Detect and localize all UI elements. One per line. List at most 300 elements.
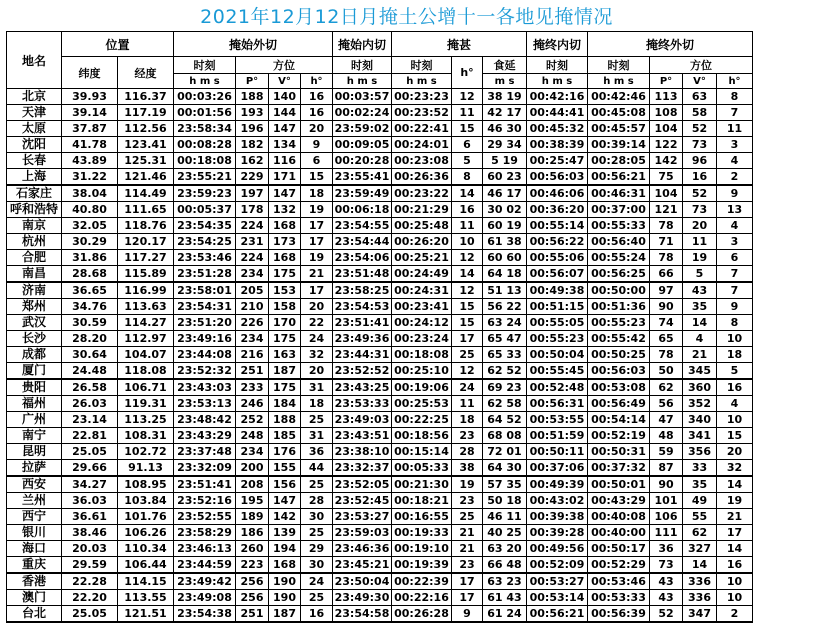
data-cell: 00:37:32 bbox=[588, 460, 650, 477]
data-cell: 00:23:22 bbox=[392, 185, 452, 202]
data-cell: 233 bbox=[236, 379, 269, 396]
data-cell: 00:50:11 bbox=[527, 444, 588, 460]
data-cell: 108.95 bbox=[118, 476, 174, 493]
data-cell: 195 bbox=[236, 493, 269, 509]
data-cell: 00:25:53 bbox=[392, 396, 452, 412]
header-v: V° bbox=[269, 74, 301, 89]
data-cell: 18 bbox=[452, 412, 483, 428]
data-cell: 189 bbox=[236, 509, 269, 525]
data-cell: 90 bbox=[650, 476, 683, 493]
data-cell: 17 bbox=[301, 218, 333, 234]
data-cell: 10 bbox=[717, 573, 753, 590]
data-cell: 00:39:14 bbox=[588, 137, 650, 153]
city-name-cell: 重庆 bbox=[7, 557, 62, 574]
data-cell: 90 bbox=[650, 299, 683, 315]
data-cell: 178 bbox=[236, 202, 269, 218]
data-cell: 00:18:56 bbox=[392, 428, 452, 444]
data-cell: 173 bbox=[269, 234, 301, 250]
data-cell: 38.46 bbox=[62, 525, 118, 541]
data-cell: 32 bbox=[717, 460, 753, 477]
data-cell: 00:50:00 bbox=[588, 282, 650, 299]
data-cell: 23.14 bbox=[62, 412, 118, 428]
data-cell: 117.19 bbox=[118, 105, 174, 121]
data-cell: 116.37 bbox=[118, 89, 174, 105]
data-cell: 21 bbox=[717, 509, 753, 525]
header-v: V° bbox=[683, 74, 717, 89]
header-time: 时刻 bbox=[588, 57, 650, 74]
data-cell: 23:55:41 bbox=[333, 169, 392, 186]
data-cell: 142 bbox=[269, 509, 301, 525]
data-cell: 106 bbox=[650, 509, 683, 525]
city-name-cell: 石家庄 bbox=[7, 185, 62, 202]
data-cell: 00:52:48 bbox=[527, 379, 588, 396]
data-cell: 00:55:33 bbox=[588, 218, 650, 234]
header-occ-inner: 掩始内切 bbox=[333, 32, 392, 57]
data-cell: 00:08:28 bbox=[174, 137, 236, 153]
data-cell: 6 bbox=[452, 137, 483, 153]
data-cell: 14 bbox=[717, 476, 753, 493]
data-cell: 00:53:08 bbox=[588, 379, 650, 396]
data-cell: 00:42:16 bbox=[527, 89, 588, 105]
data-cell: 19 bbox=[301, 202, 333, 218]
data-cell: 24 bbox=[452, 379, 483, 396]
data-cell: 36.03 bbox=[62, 493, 118, 509]
data-cell: 30 bbox=[301, 509, 333, 525]
data-cell: 23:43:25 bbox=[333, 379, 392, 396]
data-cell: 234 bbox=[236, 266, 269, 283]
data-cell: 43 bbox=[683, 282, 717, 299]
data-cell: 00:09:05 bbox=[333, 137, 392, 153]
data-cell: 190 bbox=[269, 590, 301, 606]
data-cell: 29 bbox=[301, 541, 333, 557]
header-hms: h m s bbox=[588, 74, 650, 89]
data-cell: 23:54:44 bbox=[333, 234, 392, 250]
data-cell: 104 bbox=[650, 121, 683, 137]
data-cell: 30 bbox=[301, 557, 333, 574]
city-name-cell: 济南 bbox=[7, 282, 62, 299]
city-name-cell: 太原 bbox=[7, 121, 62, 137]
header-time: 时刻 bbox=[392, 57, 452, 74]
data-cell: 352 bbox=[683, 396, 717, 412]
data-cell: 193 bbox=[236, 105, 269, 121]
data-cell: 114.49 bbox=[118, 185, 174, 202]
table-row bbox=[7, 250, 753, 266]
data-cell: 30 02 bbox=[483, 202, 527, 218]
data-cell: 00:55:23 bbox=[588, 315, 650, 331]
data-cell: 23:54:38 bbox=[174, 606, 236, 623]
data-cell: 11 bbox=[717, 121, 753, 137]
data-cell: 00:52:19 bbox=[588, 428, 650, 444]
data-cell: 9 bbox=[301, 137, 333, 153]
data-cell: 19 bbox=[452, 476, 483, 493]
data-cell: 6 bbox=[717, 250, 753, 266]
data-cell: 30.29 bbox=[62, 234, 118, 250]
data-cell: 23:54:35 bbox=[174, 218, 236, 234]
data-cell: 25 bbox=[452, 347, 483, 363]
table-row bbox=[7, 525, 753, 541]
data-cell: 00:56:07 bbox=[527, 266, 588, 283]
city-name-cell: 上海 bbox=[7, 169, 62, 186]
data-cell: 23:49:08 bbox=[174, 590, 236, 606]
data-cell: 23 bbox=[452, 493, 483, 509]
data-cell: 78 bbox=[650, 250, 683, 266]
data-cell: 00:16:55 bbox=[392, 509, 452, 525]
data-cell: 4 bbox=[683, 331, 717, 347]
data-cell: 23:32:37 bbox=[333, 460, 392, 477]
data-cell: 25 bbox=[301, 412, 333, 428]
data-cell: 37.87 bbox=[62, 121, 118, 137]
data-cell: 153 bbox=[269, 282, 301, 299]
data-cell: 347 bbox=[683, 606, 717, 623]
data-cell: 32 bbox=[301, 347, 333, 363]
data-cell: 21 bbox=[452, 541, 483, 557]
data-cell: 00:56:03 bbox=[527, 169, 588, 186]
data-cell: 00:45:57 bbox=[588, 121, 650, 137]
data-cell: 116 bbox=[269, 153, 301, 169]
data-cell: 00:21:29 bbox=[392, 202, 452, 218]
data-cell: 12 bbox=[452, 282, 483, 299]
data-cell: 188 bbox=[269, 412, 301, 428]
data-cell: 16 bbox=[301, 105, 333, 121]
data-cell: 158 bbox=[269, 299, 301, 315]
data-cell: 234 bbox=[236, 444, 269, 460]
data-cell: 00:25:48 bbox=[392, 218, 452, 234]
city-name-cell: 郑州 bbox=[7, 299, 62, 315]
data-cell: 00:23:24 bbox=[392, 331, 452, 347]
header-p: P° bbox=[236, 74, 269, 89]
city-name-cell: 南宁 bbox=[7, 428, 62, 444]
data-cell: 74 bbox=[650, 315, 683, 331]
data-cell: 25.05 bbox=[62, 444, 118, 460]
city-name-cell: 沈阳 bbox=[7, 137, 62, 153]
data-cell: 118.08 bbox=[118, 363, 174, 380]
data-cell: 68 08 bbox=[483, 428, 527, 444]
data-cell: 15 bbox=[452, 121, 483, 137]
data-cell: 14 bbox=[683, 315, 717, 331]
data-cell: 121 bbox=[650, 202, 683, 218]
data-cell: 00:36:20 bbox=[527, 202, 588, 218]
table-row bbox=[7, 89, 753, 105]
data-cell: 00:51:36 bbox=[588, 299, 650, 315]
data-cell: 23:52:16 bbox=[174, 493, 236, 509]
data-cell: 00:26:28 bbox=[392, 606, 452, 623]
data-cell: 187 bbox=[269, 606, 301, 623]
table-row bbox=[7, 509, 753, 525]
data-cell: 196 bbox=[236, 121, 269, 137]
data-cell: 104 bbox=[650, 185, 683, 202]
data-cell: 23:44:08 bbox=[174, 347, 236, 363]
table-row bbox=[7, 185, 753, 202]
data-cell: 23:54:55 bbox=[333, 218, 392, 234]
data-cell: 216 bbox=[236, 347, 269, 363]
data-cell: 11 bbox=[683, 234, 717, 250]
data-cell: 171 bbox=[269, 169, 301, 186]
city-name-cell: 成都 bbox=[7, 347, 62, 363]
data-cell: 22.81 bbox=[62, 428, 118, 444]
data-cell: 00:06:18 bbox=[333, 202, 392, 218]
table-row bbox=[7, 573, 753, 590]
data-cell: 8 bbox=[717, 89, 753, 105]
data-cell: 142 bbox=[650, 153, 683, 169]
data-cell: 23:49:30 bbox=[333, 590, 392, 606]
table-row bbox=[7, 444, 753, 460]
data-cell: 52 bbox=[683, 121, 717, 137]
data-cell: 23:59:03 bbox=[333, 525, 392, 541]
header-h: h° bbox=[452, 57, 483, 89]
city-name-cell: 长春 bbox=[7, 153, 62, 169]
data-cell: 33 bbox=[683, 460, 717, 477]
data-cell: 52 bbox=[650, 606, 683, 623]
table-row bbox=[7, 266, 753, 283]
data-cell: 73 bbox=[683, 202, 717, 218]
data-cell: 256 bbox=[236, 590, 269, 606]
data-cell: 15 bbox=[717, 428, 753, 444]
data-cell: 42 17 bbox=[483, 105, 527, 121]
table-row bbox=[7, 428, 753, 444]
data-cell: 23:54:58 bbox=[333, 606, 392, 623]
data-cell: 00:28:05 bbox=[588, 153, 650, 169]
data-cell: 47 bbox=[650, 412, 683, 428]
data-cell: 00:18:21 bbox=[392, 493, 452, 509]
data-cell: 91.13 bbox=[118, 460, 174, 477]
data-cell: 00:20:28 bbox=[333, 153, 392, 169]
data-cell: 248 bbox=[236, 428, 269, 444]
data-cell: 00:05:37 bbox=[174, 202, 236, 218]
data-cell: 139 bbox=[269, 525, 301, 541]
data-cell: 00:24:31 bbox=[392, 282, 452, 299]
data-cell: 00:56:22 bbox=[527, 234, 588, 250]
header-occ-outer: 掩始外切 bbox=[174, 32, 333, 57]
data-cell: 9 bbox=[452, 606, 483, 623]
table-row bbox=[7, 105, 753, 121]
data-cell: 23:52:45 bbox=[333, 493, 392, 509]
data-cell: 16 bbox=[683, 169, 717, 186]
data-cell: 62 bbox=[683, 525, 717, 541]
city-name-cell: 福州 bbox=[7, 396, 62, 412]
city-name-cell: 南京 bbox=[7, 218, 62, 234]
data-cell: 64 30 bbox=[483, 460, 527, 477]
data-cell: 200 bbox=[236, 460, 269, 477]
data-cell: 125.31 bbox=[118, 153, 174, 169]
data-cell: 65 bbox=[650, 331, 683, 347]
data-cell: 00:25:47 bbox=[527, 153, 588, 169]
data-cell: 168 bbox=[269, 557, 301, 574]
data-cell: 23:54:53 bbox=[333, 299, 392, 315]
data-cell: 23:58:01 bbox=[174, 282, 236, 299]
data-cell: 188 bbox=[236, 89, 269, 105]
data-cell: 61 38 bbox=[483, 234, 527, 250]
data-cell: 38 bbox=[452, 460, 483, 477]
data-cell: 23:59:49 bbox=[333, 185, 392, 202]
city-name-cell: 海口 bbox=[7, 541, 62, 557]
table-row bbox=[7, 379, 753, 396]
data-cell: 23:32:09 bbox=[174, 460, 236, 477]
data-cell: 26.58 bbox=[62, 379, 118, 396]
data-cell: 10 bbox=[717, 590, 753, 606]
data-cell: 00:19:10 bbox=[392, 541, 452, 557]
data-cell: 00:19:39 bbox=[392, 557, 452, 574]
data-cell: 00:02:24 bbox=[333, 105, 392, 121]
data-cell: 6 bbox=[301, 153, 333, 169]
data-cell: 44 bbox=[301, 460, 333, 477]
data-cell: 10 bbox=[452, 234, 483, 250]
data-cell: 21 bbox=[301, 266, 333, 283]
data-cell: 56 bbox=[650, 396, 683, 412]
city-name-cell: 天津 bbox=[7, 105, 62, 121]
data-cell: 19 bbox=[683, 250, 717, 266]
data-cell: 7 bbox=[717, 105, 753, 121]
data-cell: 110.34 bbox=[118, 541, 174, 557]
data-cell: 123.41 bbox=[118, 137, 174, 153]
data-cell: 112.56 bbox=[118, 121, 174, 137]
data-cell: 43 bbox=[650, 590, 683, 606]
data-cell: 252 bbox=[236, 412, 269, 428]
data-cell: 106.71 bbox=[118, 379, 174, 396]
data-cell: 00:53:55 bbox=[527, 412, 588, 428]
data-cell: 185 bbox=[269, 428, 301, 444]
data-cell: 5 bbox=[683, 266, 717, 283]
data-cell: 2 bbox=[717, 606, 753, 623]
data-cell: 17 bbox=[301, 282, 333, 299]
data-cell: 224 bbox=[236, 250, 269, 266]
data-cell: 00:22:25 bbox=[392, 412, 452, 428]
page-title: 2021年12月12日月掩土公增十一各地见掩情况 bbox=[200, 6, 613, 28]
data-cell: 23:59:02 bbox=[333, 121, 392, 137]
data-cell: 62 52 bbox=[483, 363, 527, 380]
data-cell: 15 bbox=[301, 169, 333, 186]
data-cell: 00:37:00 bbox=[588, 202, 650, 218]
data-cell: 22.20 bbox=[62, 590, 118, 606]
data-cell: 147 bbox=[269, 493, 301, 509]
data-cell: 38.04 bbox=[62, 185, 118, 202]
data-cell: 00:55:05 bbox=[527, 315, 588, 331]
data-cell: 29.66 bbox=[62, 460, 118, 477]
data-cell: 20 bbox=[301, 363, 333, 380]
data-cell: 8 bbox=[717, 315, 753, 331]
table-row bbox=[7, 476, 753, 493]
data-cell: 00:51:59 bbox=[527, 428, 588, 444]
data-cell: 31.86 bbox=[62, 250, 118, 266]
data-cell: 17 bbox=[452, 590, 483, 606]
data-cell: 00:39:38 bbox=[527, 509, 588, 525]
city-name-cell: 拉萨 bbox=[7, 460, 62, 477]
data-cell: 00:22:41 bbox=[392, 121, 452, 137]
header-azimuth: 方位 bbox=[236, 57, 333, 74]
data-cell: 51 13 bbox=[483, 282, 527, 299]
data-cell: 23:44:31 bbox=[333, 347, 392, 363]
data-cell: 175 bbox=[269, 266, 301, 283]
data-cell: 43.89 bbox=[62, 153, 118, 169]
data-cell: 25 bbox=[301, 525, 333, 541]
data-cell: 30.64 bbox=[62, 347, 118, 363]
data-cell: 20 bbox=[683, 218, 717, 234]
data-cell: 34.27 bbox=[62, 476, 118, 493]
data-cell: 19 bbox=[717, 493, 753, 509]
table-row bbox=[7, 234, 753, 250]
data-cell: 00:18:08 bbox=[392, 347, 452, 363]
table-row bbox=[7, 202, 753, 218]
header-delay: 食延 bbox=[483, 57, 527, 74]
data-cell: 00:22:16 bbox=[392, 590, 452, 606]
data-cell: 35 bbox=[683, 299, 717, 315]
data-cell: 5 19 bbox=[483, 153, 527, 169]
data-cell: 28 bbox=[452, 444, 483, 460]
table-row bbox=[7, 121, 753, 137]
data-cell: 23:52:32 bbox=[174, 363, 236, 380]
data-cell: 00:53:14 bbox=[527, 590, 588, 606]
data-cell: 28.20 bbox=[62, 331, 118, 347]
data-cell: 121.46 bbox=[118, 169, 174, 186]
data-cell: 00:45:08 bbox=[588, 105, 650, 121]
data-cell: 23:38:10 bbox=[333, 444, 392, 460]
data-cell: 102.72 bbox=[118, 444, 174, 460]
data-cell: 50 bbox=[650, 363, 683, 380]
data-cell: 00:54:14 bbox=[588, 412, 650, 428]
header-time: 时刻 bbox=[333, 57, 392, 74]
data-cell: 24.48 bbox=[62, 363, 118, 380]
data-cell: 23:51:20 bbox=[174, 315, 236, 331]
data-cell: 00:51:15 bbox=[527, 299, 588, 315]
data-cell: 40.80 bbox=[62, 202, 118, 218]
data-cell: 360 bbox=[683, 379, 717, 396]
data-cell: 56 22 bbox=[483, 299, 527, 315]
header-time: 时刻 bbox=[174, 57, 236, 74]
data-cell: 23:58:25 bbox=[333, 282, 392, 299]
header-lat: 纬度 bbox=[62, 57, 118, 89]
table-row bbox=[7, 282, 753, 299]
data-cell: 182 bbox=[236, 137, 269, 153]
city-name-cell: 厦门 bbox=[7, 363, 62, 380]
data-cell: 356 bbox=[683, 444, 717, 460]
data-cell: 23:53:46 bbox=[174, 250, 236, 266]
data-cell: 113 bbox=[650, 89, 683, 105]
data-cell: 16 bbox=[717, 379, 753, 396]
data-cell: 115.89 bbox=[118, 266, 174, 283]
city-name-cell: 西安 bbox=[7, 476, 62, 493]
data-cell: 24 bbox=[301, 573, 333, 590]
data-cell: 114.27 bbox=[118, 315, 174, 331]
occultation-table bbox=[6, 31, 753, 623]
data-cell: 23:44:59 bbox=[174, 557, 236, 574]
data-cell: 163 bbox=[269, 347, 301, 363]
city-name-cell: 昆明 bbox=[7, 444, 62, 460]
data-cell: 176 bbox=[269, 444, 301, 460]
data-cell: 20 bbox=[717, 444, 753, 460]
header-end-inner: 掩终内切 bbox=[527, 32, 588, 57]
data-cell: 69 23 bbox=[483, 379, 527, 396]
data-cell: 00:24:01 bbox=[392, 137, 452, 153]
data-cell: 00:56:21 bbox=[527, 606, 588, 623]
data-cell: 29 34 bbox=[483, 137, 527, 153]
data-cell: 00:22:39 bbox=[392, 573, 452, 590]
data-cell: 63 24 bbox=[483, 315, 527, 331]
header-hms: h m s bbox=[333, 74, 392, 89]
data-cell: 66 bbox=[650, 266, 683, 283]
data-cell: 46 11 bbox=[483, 509, 527, 525]
data-cell: 78 bbox=[650, 218, 683, 234]
data-cell: 00:53:33 bbox=[588, 590, 650, 606]
header-p: P° bbox=[650, 74, 683, 89]
data-cell: 23:49:16 bbox=[174, 331, 236, 347]
data-cell: 20 bbox=[301, 299, 333, 315]
data-cell: 00:21:30 bbox=[392, 476, 452, 493]
data-cell: 23:37:48 bbox=[174, 444, 236, 460]
data-cell: 106.44 bbox=[118, 557, 174, 574]
data-cell: 251 bbox=[236, 606, 269, 623]
data-cell: 35 bbox=[683, 476, 717, 493]
city-name-cell: 兰州 bbox=[7, 493, 62, 509]
data-cell: 17 bbox=[452, 331, 483, 347]
